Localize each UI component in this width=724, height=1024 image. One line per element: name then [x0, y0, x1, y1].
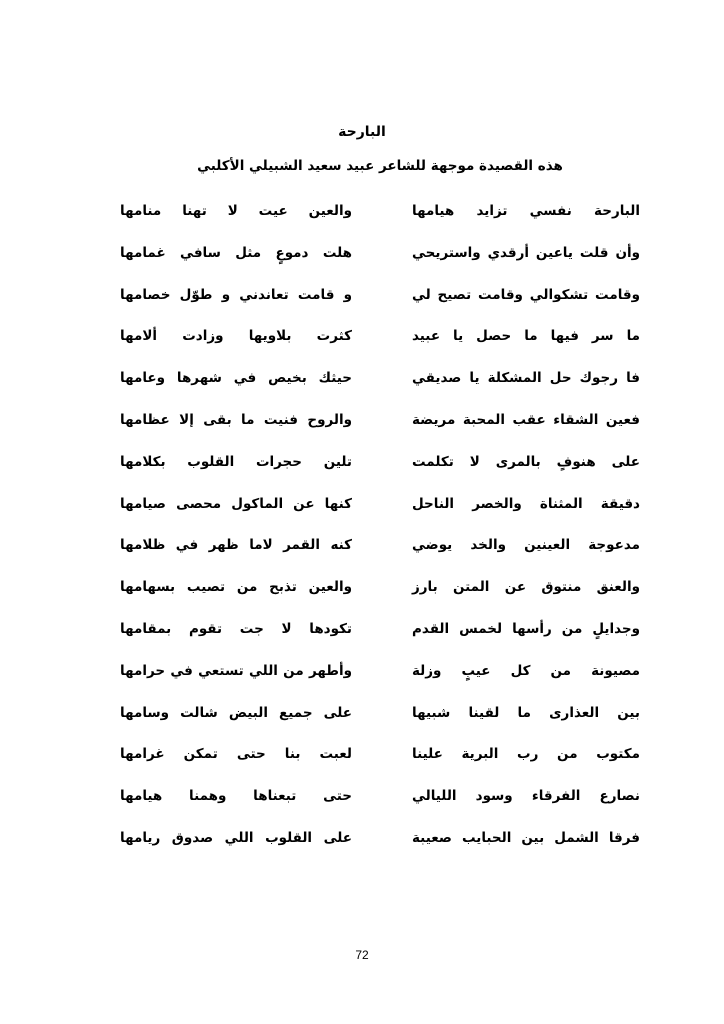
verse-first-hemistich: فعين الشقاء عقب المحبة مريضة: [412, 411, 640, 428]
verse-second-hemistich: على جميع البيض شالت وسامها: [120, 704, 352, 721]
verse-second-hemistich: والروح فنيت ما بقى إلا عظامها: [120, 411, 352, 428]
poem-title: البارحة: [338, 124, 386, 140]
verse-first-hemistich: البارحة نفسي تزايد هيامها: [412, 203, 640, 219]
verse: [120, 363, 640, 405]
verse-second-hemistich: على القلوب اللي صدوق ريامها: [120, 829, 352, 846]
verse-second-hemistich: كنها عن الماكول محصى صيامها: [120, 495, 352, 512]
verse-first-hemistich: والعنق منتوق عن المتن بارز: [412, 579, 640, 596]
verse: [120, 614, 640, 656]
verse: [120, 196, 640, 238]
verse-second-hemistich: والعين عيت لا تهنا منامها: [120, 203, 352, 219]
verse: [120, 321, 640, 363]
verse-first-hemistich: ما سر فيها ما حصل يا عبيد: [412, 328, 640, 345]
verse-second-hemistich: تكودها لا جت تقوم بمقامها: [120, 620, 352, 637]
verse-first-hemistich: فا رجوك حل المشكلة يا صديقي: [412, 370, 640, 387]
verse: [120, 530, 640, 572]
page-number: 72: [355, 948, 369, 962]
verse-second-hemistich: حيثك بخيص في شهرها وعامها: [120, 370, 352, 387]
verse: [120, 447, 640, 489]
verse-first-hemistich: بين العذارى ما لقينا شبيها: [412, 704, 640, 721]
verse-first-hemistich: نصارع الفرقاء وسود الليالي: [412, 788, 640, 805]
verse-second-hemistich: لعبت بنا حتى تمكن غرامها: [120, 746, 352, 763]
verse: [120, 405, 640, 447]
verse-second-hemistich: كثرت بلاويها وزادت ألامها: [120, 328, 352, 345]
verse-second-hemistich: وأطهر من اللي تستعي في حرامها: [120, 662, 352, 679]
verse-second-hemistich: والعين تذبح من تصيب بسهامها: [120, 579, 352, 596]
verse-first-hemistich: على هنوفٍ بالمرى لا تكلمت: [412, 453, 640, 470]
poem-body: [120, 196, 640, 865]
verse-second-hemistich: و قامت تعاندني و طوّل خصامها: [120, 286, 352, 303]
verse: [120, 656, 640, 698]
verse-first-hemistich: دقيقة المثناة والخصر الناحل: [412, 495, 640, 512]
verse: [120, 572, 640, 614]
verse: [120, 489, 640, 531]
verse-first-hemistich: مصيونة من كل عيبٍ وزلة: [412, 662, 640, 679]
verse-first-hemistich: وقامت تشكوالي وقامت تصيح لي: [412, 286, 640, 303]
verse: [120, 823, 640, 865]
verse-first-hemistich: مدعوجة العينين والخد يوضي: [412, 537, 640, 554]
verse-first-hemistich: وجدايلٍ من رأسها لخمس القدم: [412, 620, 640, 637]
poem-dedication: هذه القصيدة موجهة للشاعر عبيد سعيد الشبيلي الأكلبي: [197, 158, 563, 174]
verse-second-hemistich: حتى تبعناها وهمنا هيامها: [120, 788, 352, 805]
verse-first-hemistich: مكتوب من رب البرية علينا: [412, 746, 640, 763]
verse-first-hemistich: فرقا الشمل بين الحبايب صعيبة: [412, 829, 640, 846]
verse: [120, 781, 640, 823]
verse: [120, 280, 640, 322]
verse: [120, 238, 640, 280]
verse: [120, 698, 640, 740]
verse-second-hemistich: تلين حجرات القلوب بكلامها: [120, 453, 352, 470]
verse-first-hemistich: وأن قلت ياعين أرقدي واستريحي: [412, 244, 640, 261]
verse: [120, 739, 640, 781]
verse-second-hemistich: هلت دموعٍ مثل سافي غمامها: [120, 244, 352, 261]
verse-second-hemistich: كنه القمر لاما ظهر في ظلامها: [120, 537, 352, 554]
